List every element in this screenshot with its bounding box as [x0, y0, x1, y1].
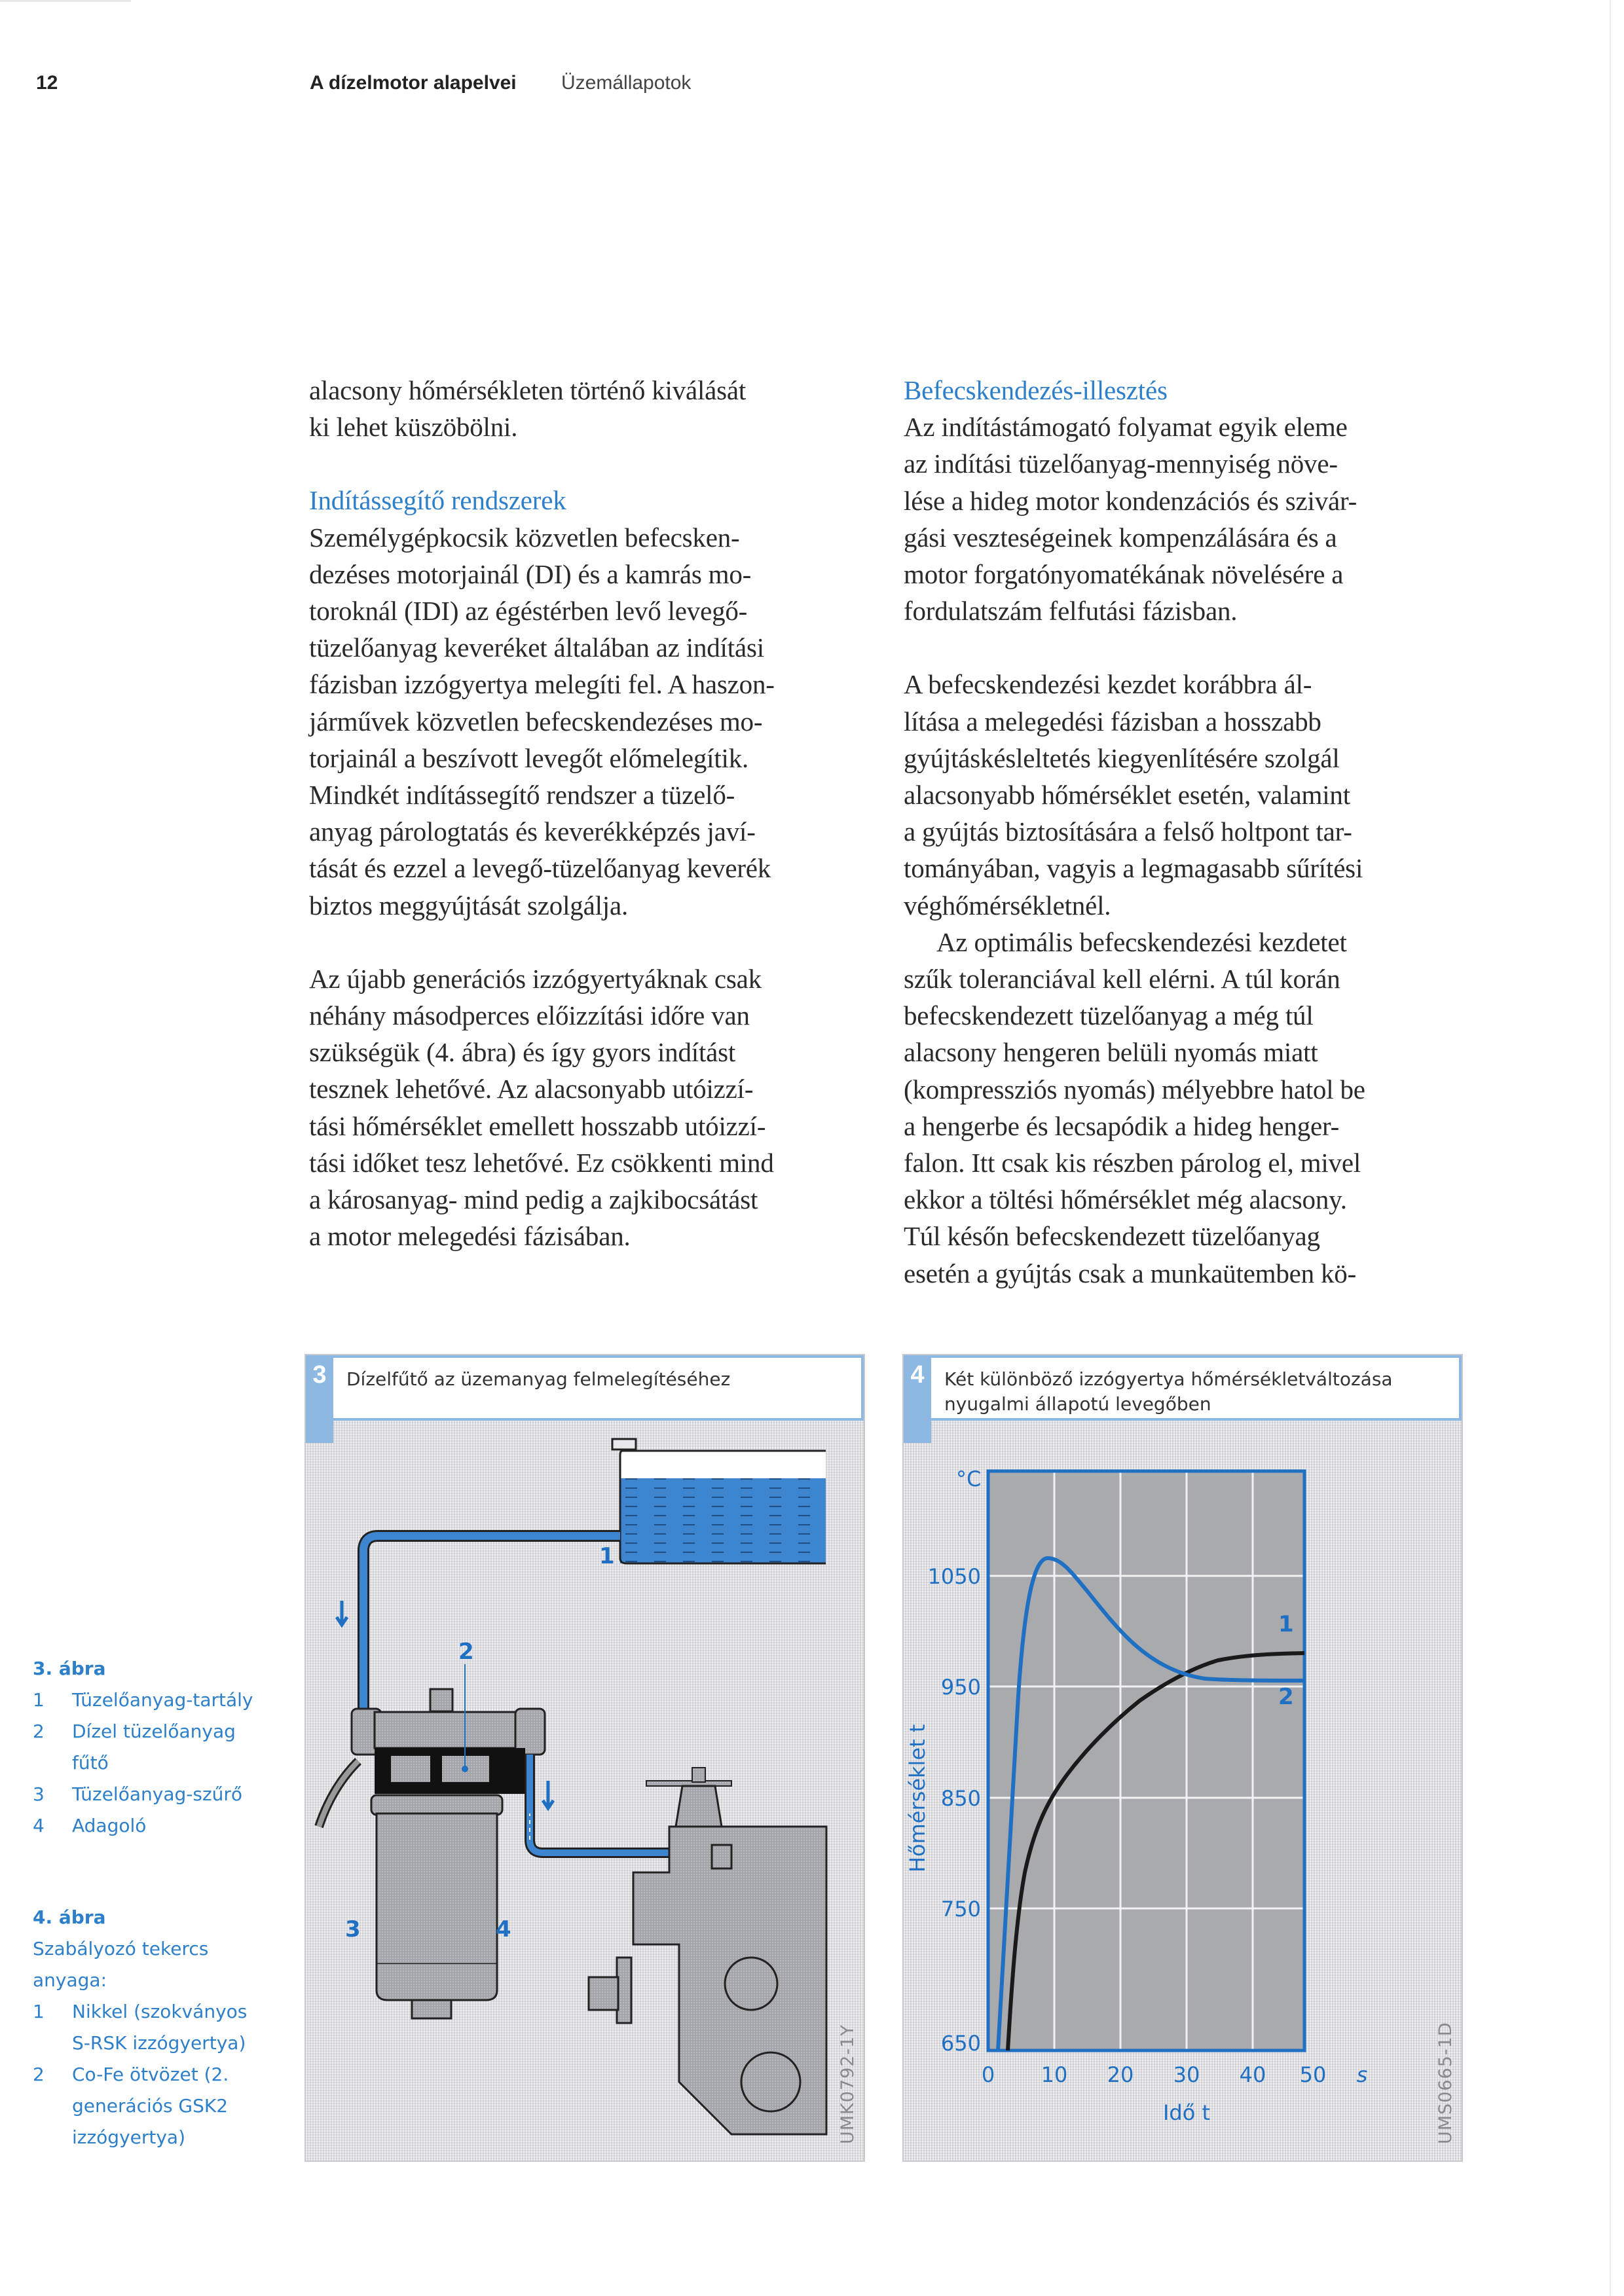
svg-text:30: 30 [1173, 2062, 1200, 2087]
running-head-chapter: A dízelmotor alapelvei [310, 72, 517, 94]
callout-1: 1 [599, 1543, 615, 1569]
text-line: dezéses motorjainál (DI) és a kamrás mo- [309, 558, 752, 589]
text-line: befecskendezett tüzelőanyag a még túl [904, 1000, 1314, 1031]
text-line: gyújtáskésleltetés kiegyenlítésére szolgál [904, 742, 1340, 773]
left-text-column [309, 372, 872, 1254]
y-unit-label: °C [956, 1467, 982, 1491]
text-line: tüzelőanyag keveréket általában az indítási [309, 632, 764, 663]
figure4-legend-intro: Szabályozó tekercs anyaga: [33, 1938, 209, 1991]
svg-text:20: 20 [1107, 2062, 1134, 2087]
page-number: 12 [36, 72, 58, 94]
figure3-caption: Dízelfűtő az üzemanyag felmelegítéséhez [346, 1368, 731, 1390]
series-2-label: 2 [1278, 1684, 1294, 1710]
legend-item: 2 Co-Fe ötvözet (2. generációs GSK2 izzógyertya) [33, 2064, 229, 2148]
text-line: motor forgatónyomatékának növelésére a [904, 559, 1344, 590]
figure4-caption: Két különböző izzógyertya hőmérsékletváltozása nyugalmi állapotú levegőben [944, 1368, 1393, 1415]
supply-pipe [363, 1536, 620, 1709]
text-line: biztos meggyújtását szolgálja. [309, 890, 629, 920]
text-line: Az indítástámogató folyamat egyik eleme [904, 412, 1348, 443]
text-line: fázisban izzógyertya melegíti fel. A haszon- [309, 669, 775, 700]
text-line: tási időket tesz lehetővé. Ez csökkenti mind [309, 1147, 774, 1178]
text-line: Személygépkocsik közvetlen befecsken- [309, 522, 740, 553]
text-line: szükségük (4. ábra) és így gyors indítást [309, 1037, 736, 1068]
figure3-diesel-heater [304, 1354, 865, 2162]
paragraph-optimal-timing [904, 924, 1467, 1292]
x-tick-labels [982, 2062, 1327, 2087]
paragraph-glow-plugs [309, 960, 872, 1255]
callout-2: 2 [458, 1639, 474, 1665]
svg-text:50: 50 [1299, 2062, 1327, 2087]
text-line: (kompressziós nyomás) mélyebbre hatol be [904, 1074, 1365, 1104]
text-line: tását és ezzel a levegő-tüzelőanyag keverék [309, 853, 771, 884]
temperature-chart [904, 1355, 1462, 2160]
x-unit-label: s [1356, 2062, 1368, 2087]
text-line: lítása a melegedési fázisban a hosszabb [904, 706, 1321, 737]
svg-text:950: 950 [940, 1675, 981, 1700]
section-heading-injection-adaptation: Befecskendezés-illesztés [904, 375, 1168, 405]
injection-pump [589, 1768, 826, 2134]
text-line: falon. Itt csak kis részben párolog el, mivel [904, 1148, 1361, 1178]
text-line: az indítási tüzelőanyag-mennyiség növe- [904, 448, 1338, 479]
text-line: ki lehet küszöbölni. [309, 412, 518, 443]
svg-text:0: 0 [981, 2062, 995, 2087]
text-line: járművek közvetlen befecskendezéses mo- [309, 706, 763, 737]
text-line: alacsony hőmérsékleten történő kiválását [309, 375, 747, 405]
text-line: szűk toleranciával kell elérni. A túl korán [904, 964, 1340, 994]
figure3-legend-title: 3. ábra [33, 1658, 106, 1679]
scan-edge-line [1610, 0, 1611, 2296]
text-line: Az újabb generációs izzógyertyáknak csak [309, 963, 762, 994]
figure3-number: 3 [306, 1355, 333, 1443]
right-text-column [904, 372, 1467, 1292]
svg-text:10: 10 [1041, 2062, 1068, 2087]
y-tick-labels [928, 1564, 981, 2056]
figure4-legend-title: 4. ábra [33, 1906, 106, 1928]
text-line: torjainál a beszívott levegőt előmelegítik. [309, 742, 749, 773]
text-line: alacsony hengeren belüli nyomás miatt [904, 1037, 1318, 1068]
scan-edge-mark [0, 0, 131, 2]
callout-3: 3 [345, 1916, 361, 1942]
plot-area [988, 1471, 1304, 2050]
legend-item: 1 Nikkel (szokványos S-RSK izzógyertya) [33, 2001, 248, 2054]
legend-item: 3 Tüzelőanyag-szűrő [33, 1783, 243, 1805]
text-line: anyag párologtatás és keverékképzés javí- [309, 816, 756, 847]
fuel-filter [371, 1795, 502, 2018]
y-axis-title: Hőmérséklet t [905, 1724, 930, 1872]
legend-item: 1 Tüzelőanyag-tartály [33, 1689, 253, 1711]
figure4-number: 4 [904, 1355, 931, 1443]
text-line: véghőmérsékletnél. [904, 890, 1111, 920]
text-line: esetén a gyújtás csak a munkaütemben kö- [904, 1258, 1357, 1288]
intro-paragraph [309, 372, 872, 445]
section-heading-starting-aids: Indítássegítő rendszerek [309, 485, 566, 516]
text-line: a hengerbe és lecsapódik a hideg henger- [904, 1110, 1340, 1141]
figure3-legend [33, 1653, 295, 1842]
flow-arrow-icon [543, 1781, 553, 1808]
text-line: A befecskendezési kezdet korábbra ál- [904, 669, 1312, 700]
svg-text:750: 750 [940, 1897, 981, 1922]
figure4-legend [33, 1902, 295, 2153]
text-line: Túl későn befecskendezett tüzelőanyag [904, 1221, 1320, 1252]
text-line: Az optimális befecskendezési kezdetet [936, 926, 1347, 957]
text-line: alacsonyabb hőmérséklet esetén, valamint [904, 780, 1350, 811]
paragraph-starting-aids [309, 519, 872, 924]
text-line: néhány másodperces előizzítási időre van [309, 1000, 750, 1031]
svg-text:650: 650 [940, 2031, 981, 2056]
svg-text:1050: 1050 [927, 1564, 981, 1589]
text-line: tesznek lehetővé. Az alacsonyabb utóizzí- [309, 1074, 754, 1104]
text-line: tományában, vagyis a legmagasabb sűrítési [904, 853, 1363, 884]
paragraph-injection-timing [904, 666, 1467, 923]
legend-item: 4 Adagoló [33, 1815, 147, 1836]
text-line: gási veszteségeinek kompenzálására és a [904, 522, 1337, 553]
x-axis-title: Idő t [1162, 2100, 1211, 2125]
svg-text:850: 850 [940, 1786, 981, 1811]
text-line: a motor melegedési fázisában. [309, 1221, 631, 1252]
paragraph-injection-quantity [904, 409, 1467, 629]
svg-text:40: 40 [1239, 2062, 1266, 2087]
text-line: tási hőmérséklet emellett hosszabb utóizzí- [309, 1110, 766, 1141]
text-line: a károsanyag- mind pedig a zajkibocsátást [309, 1184, 758, 1215]
text-line: a gyújtás biztosítására a felső holtpont tar- [904, 816, 1352, 847]
figure4-code: UMS0665-1D [1435, 2022, 1456, 2144]
running-head-section: Üzemállapotok [561, 72, 692, 94]
text-line: fordulatszám felfutási fázisban. [904, 596, 1238, 627]
callout-4: 4 [496, 1916, 511, 1942]
text-line: ekkor a töltési hőmérséklet még alacsony. [904, 1184, 1347, 1215]
text-line: Mindkét indítássegítő rendszer a tüzelő- [309, 780, 735, 811]
fuel-tank [612, 1439, 826, 1563]
text-line: toroknál (IDI) az égéstérben levő levegő- [309, 596, 748, 627]
fuel-system-illustration [306, 1355, 864, 2160]
legend-item: 2 Dízel tüzelőanyag fűtő [33, 1721, 236, 1774]
flow-arrow-icon [337, 1601, 347, 1625]
text-line: lése a hideg motor kondenzációs és szivár- [904, 485, 1357, 516]
figure3-code: UMK0792-1Y [838, 2024, 858, 2144]
series-1-label: 1 [1278, 1611, 1294, 1637]
figure4-glow-plug-chart [902, 1354, 1463, 2162]
